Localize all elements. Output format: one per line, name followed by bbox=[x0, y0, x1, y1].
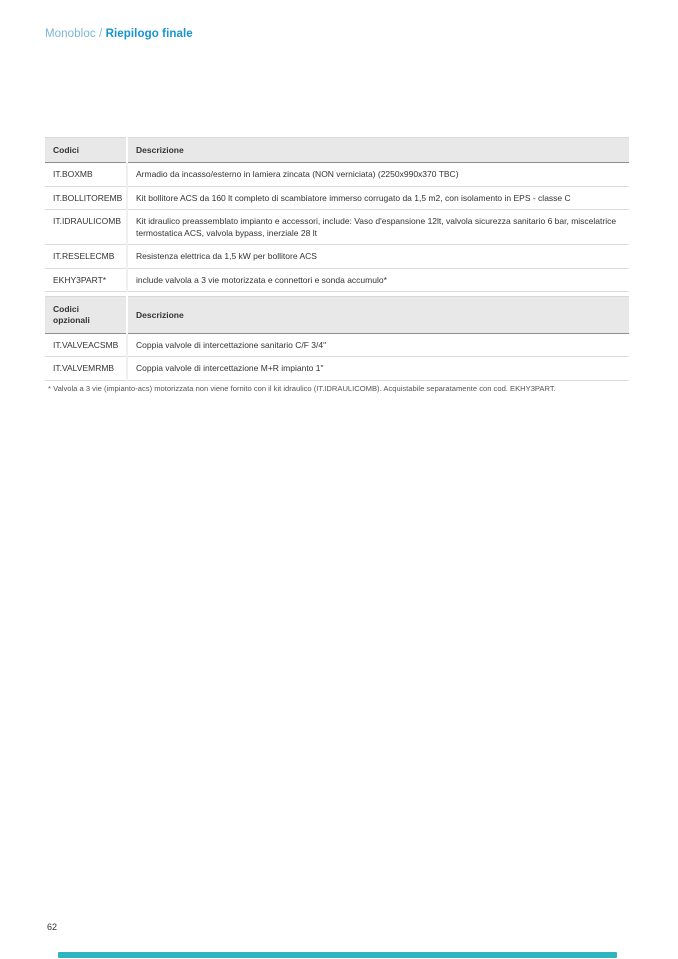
table-row bbox=[45, 186, 629, 209]
code-cell: EKHY3PART* bbox=[45, 268, 127, 291]
code-cell: IT.VALVEACSMB bbox=[45, 333, 127, 356]
table-header-row bbox=[45, 138, 629, 163]
description-cell: Kit idraulico preassemblato impianto e accessori, include: Vaso d'espansione 12lt, valvola sicurezza sanitario 6 bar, miscelatrice termostatica ACS, valvola bypass, inerziale 28 lt bbox=[127, 210, 629, 245]
footnote: * Valvola a 3 vie (impianto-acs) motorizzata non viene fornito con il kit idraulico (IT.IDRAULICOMB). Acquistabile separatamente con cod. EKHY3PART. bbox=[48, 383, 556, 393]
optional-codes-table bbox=[45, 296, 629, 381]
table-row bbox=[45, 245, 629, 268]
code-cell: IT.IDRAULICOMB bbox=[45, 210, 127, 245]
column-header-descrizione: Descrizione bbox=[127, 297, 629, 334]
description-cell: include valvola a 3 vie motorizzata e connettori e sonda accumulo* bbox=[127, 268, 629, 291]
codes-table bbox=[45, 137, 629, 292]
column-header-codici: Codici bbox=[45, 138, 127, 163]
description-cell: Coppia valvole di intercettazione sanitario C/F 3/4" bbox=[127, 333, 629, 356]
page-title: Riepilogo finale bbox=[105, 28, 193, 40]
code-cell: IT.RESELECMB bbox=[45, 245, 127, 268]
code-cell: IT.VALVEMRMB bbox=[45, 357, 127, 380]
column-header-codici-opzionali: Codici opzionali bbox=[45, 297, 127, 334]
table-row bbox=[45, 268, 629, 291]
breadcrumb bbox=[45, 28, 193, 40]
description-cell: Armadio da incasso/esterno in lamiera zincata (NON verniciata) (2250x990x370 TBC) bbox=[127, 163, 629, 186]
description-cell: Coppia valvole di intercettazione M+R impianto 1" bbox=[127, 357, 629, 380]
table-row bbox=[45, 210, 629, 245]
table-row bbox=[45, 357, 629, 380]
page-number: 62 bbox=[47, 922, 58, 932]
table-row bbox=[45, 333, 629, 356]
description-cell: Resistenza elettrica da 1,5 kW per bollitore ACS bbox=[127, 245, 629, 268]
code-cell: IT.BOLLITOREMB bbox=[45, 186, 127, 209]
table-row bbox=[45, 163, 629, 186]
column-header-descrizione: Descrizione bbox=[127, 138, 629, 163]
description-cell: Kit bollitore ACS da 160 lt completo di scambiatore immerso corrugato da 1,5 m2, con isolamento in EPS - classe C bbox=[127, 186, 629, 209]
footer-accent-bar bbox=[58, 952, 617, 958]
table-header-row bbox=[45, 297, 629, 334]
code-cell: IT.BOXMB bbox=[45, 163, 127, 186]
breadcrumb-section: Monobloc / bbox=[45, 28, 103, 40]
